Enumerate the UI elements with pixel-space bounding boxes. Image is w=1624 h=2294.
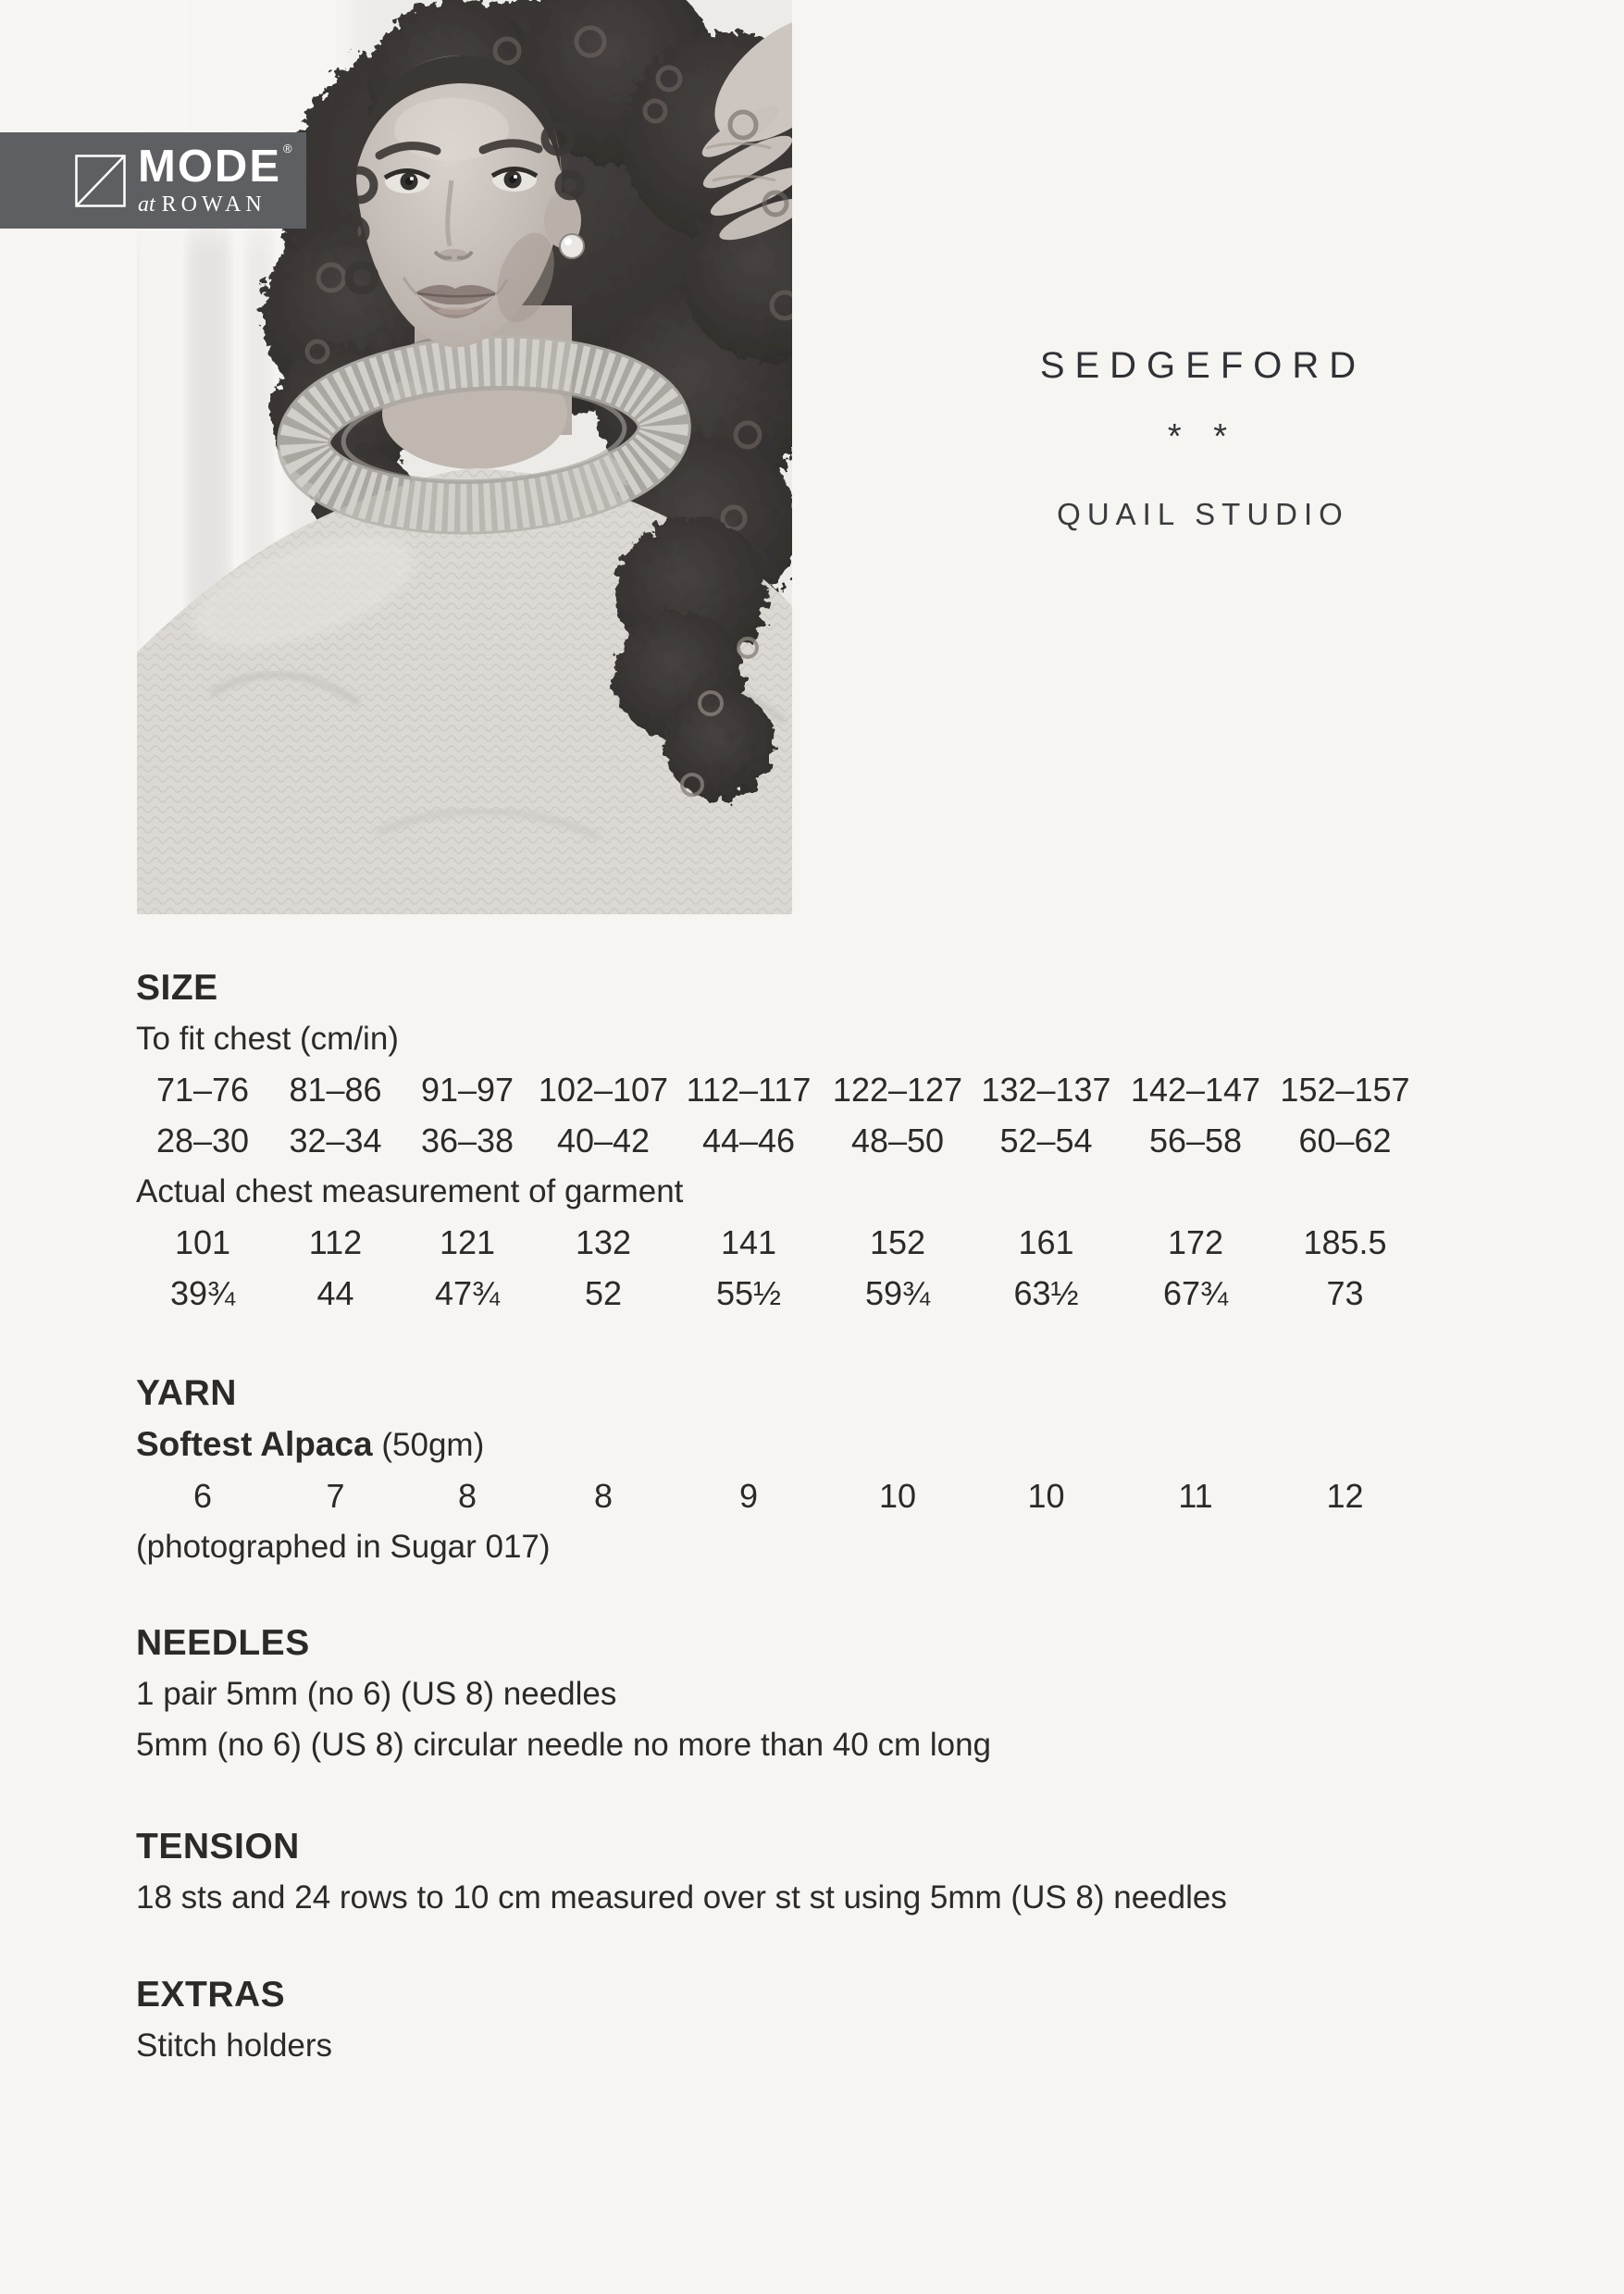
size-cell: 67¾ <box>1162 1274 1229 1312</box>
size-cell: 32–34 <box>289 1122 382 1159</box>
yarn-cell: 10 <box>878 1477 917 1515</box>
size-cell: 101 <box>174 1223 231 1261</box>
size-cell: 48–50 <box>850 1122 945 1159</box>
title-block <box>925 344 1481 533</box>
size-cell: 112 <box>308 1223 363 1261</box>
size-cell: 56–58 <box>1148 1122 1243 1159</box>
size-cell: 44 <box>316 1274 354 1312</box>
size-cell: 73 <box>1326 1274 1364 1312</box>
size-cell: 52 <box>584 1274 623 1312</box>
tension-heading: TENSION <box>136 1827 300 1866</box>
yarn-name-line <box>136 1419 1419 1470</box>
needles-line: 1 pair 5mm (no 6) (US 8) needles <box>136 1676 617 1712</box>
tension-line: 18 sts and 24 rows to 10 cm measured over st st using 5mm (US 8) needles <box>136 1879 1227 1916</box>
size-cell: 141 <box>720 1223 777 1261</box>
size-cell: 52–54 <box>999 1122 1093 1159</box>
size-cell: 122–127 <box>832 1071 963 1109</box>
extras-section <box>136 1969 332 2071</box>
size-actual-in-row <box>136 1268 1419 1319</box>
yarn-put-up: (50gm) <box>381 1427 485 1463</box>
needles-heading: NEEDLES <box>136 1623 310 1663</box>
size-cell: 152–157 <box>1280 1071 1410 1109</box>
size-heading: SIZE <box>136 968 218 1008</box>
needles-section <box>136 1618 991 1770</box>
size-actual-label: Actual chest measurement of garment <box>136 1173 684 1209</box>
size-cell: 172 <box>1167 1223 1224 1261</box>
yarn-cell: 8 <box>457 1477 477 1515</box>
size-cell: 132 <box>575 1223 632 1261</box>
needles-line: 5mm (no 6) (US 8) circular needle no more than 40 cm long <box>136 1727 992 1763</box>
size-cell: 81–86 <box>289 1071 382 1109</box>
designer-name: QUAIL STUDIO <box>1057 497 1349 531</box>
logo-sub-brand: at ROWAN <box>138 192 267 217</box>
yarn-cell: 12 <box>1326 1477 1364 1515</box>
size-actual-cm-row <box>136 1217 1419 1268</box>
yarn-cell: 9 <box>738 1477 759 1515</box>
size-fit-in-row <box>136 1115 1419 1166</box>
size-cell: 39¾ <box>169 1274 236 1312</box>
size-cell: 60–62 <box>1298 1122 1392 1159</box>
mode-rowan-logo <box>0 132 306 229</box>
size-cell: 63½ <box>1013 1274 1079 1312</box>
yarn-heading: YARN <box>136 1373 237 1413</box>
yarn-quantities-row <box>136 1470 1419 1521</box>
yarn-cell: 6 <box>192 1477 213 1515</box>
yarn-note: (photographed in Sugar 017) <box>136 1529 551 1565</box>
size-cell: 142–147 <box>1130 1071 1261 1109</box>
size-cell: 28–30 <box>155 1122 250 1159</box>
yarn-section <box>136 1368 1419 1572</box>
size-fit-cm-row <box>136 1064 1419 1115</box>
logo-text <box>138 141 294 217</box>
size-section <box>136 962 1419 1319</box>
size-cell: 152 <box>869 1223 926 1261</box>
size-cell: 71–76 <box>155 1071 250 1109</box>
size-cell: 112–117 <box>686 1071 812 1109</box>
size-cell: 161 <box>1018 1223 1074 1261</box>
square-diagonal-icon <box>75 155 126 207</box>
yarn-cell: 7 <box>326 1477 345 1515</box>
pattern-title: SEDGEFORD <box>1039 345 1367 386</box>
yarn-cell: 10 <box>1027 1477 1065 1515</box>
yarn-cell: 11 <box>1178 1477 1213 1515</box>
earring <box>560 234 584 258</box>
size-cell: 59¾ <box>864 1274 931 1312</box>
size-fit-label: To fit chest (cm/in) <box>136 1021 399 1057</box>
size-cell: 47¾ <box>434 1274 501 1312</box>
size-cell: 121 <box>439 1223 496 1261</box>
size-cell: 40–42 <box>556 1122 651 1159</box>
size-cell: 132–137 <box>981 1071 1111 1109</box>
tension-section <box>136 1821 1227 1923</box>
size-cell: 185.5 <box>1303 1223 1387 1261</box>
size-cell: 91–97 <box>420 1071 514 1109</box>
size-cell: 102–107 <box>538 1071 669 1109</box>
difficulty-stars: * * <box>1167 417 1239 456</box>
registered-mark: ® <box>283 141 294 155</box>
size-cell: 36–38 <box>420 1122 514 1159</box>
size-cell: 44–46 <box>701 1122 796 1159</box>
yarn-cell: 8 <box>593 1477 614 1515</box>
yarn-name: Softest Alpaca <box>136 1425 373 1463</box>
size-cell: 55½ <box>715 1274 782 1312</box>
extras-heading: EXTRAS <box>136 1975 286 2015</box>
logo-brand: MODE ® <box>138 141 294 192</box>
extras-line: Stitch holders <box>136 2027 333 2064</box>
